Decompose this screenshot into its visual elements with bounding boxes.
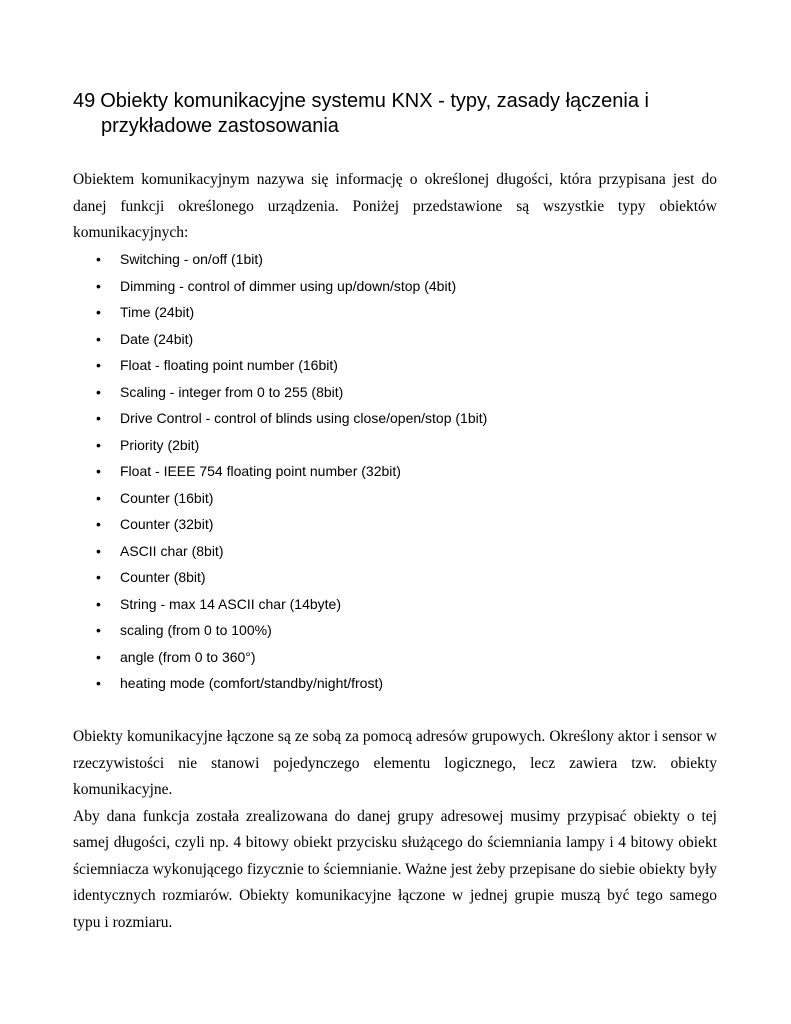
list-item-text: Drive Control - control of blinds using close/open/stop (1bit) (120, 410, 488, 426)
list-item (96, 326, 487, 353)
bullet-icon: • (96, 410, 101, 426)
bullet-icon: • (96, 463, 101, 479)
list-item (96, 538, 487, 565)
list-item-text: heating mode (comfort/standby/night/frost) (120, 675, 384, 691)
bullet-icon: • (96, 330, 101, 347)
bullet-icon: • (96, 383, 101, 400)
list-item (96, 670, 487, 697)
list-item-text: Float - floating point number (16bit) (120, 357, 338, 373)
bullet-icon: • (96, 569, 101, 585)
title-line-1: Obiekty komunikacyjne systemu KNX - typy, zasady łączenia i (100, 90, 649, 112)
list-item (96, 617, 487, 644)
bullet-icon: • (96, 489, 101, 506)
list-item-text: scaling (from 0 to 100%) (120, 622, 272, 638)
paragraph-group-addresses: Obiekty komunikacyjne łączone są ze sobą za pomocą adresów grupowych. Określony aktor i sensor w rzeczywistości nie stanowi pojedynczego elementu logicznego, lecz zawiera tzw. obiekty komunikacyjne. (73, 728, 717, 798)
bullet-icon: • (96, 304, 101, 320)
list-item (96, 299, 487, 326)
bullet-icon: • (96, 622, 101, 638)
list-item-text: Scaling - integer from 0 to 255 (8bit) (120, 383, 344, 400)
bullet-icon: • (96, 542, 101, 559)
list-item-text: String - max 14 ASCII char (14byte) (120, 595, 341, 612)
list-item (96, 511, 487, 538)
list-item (96, 405, 487, 432)
list-item-text: Counter (32bit) (120, 516, 214, 532)
bullet-icon: • (96, 516, 101, 532)
list-item (96, 485, 487, 512)
list-item-text: Switching - on/off (1bit) (120, 251, 263, 267)
list-item (96, 458, 487, 485)
list-item (96, 432, 487, 459)
bullet-icon: • (96, 648, 101, 665)
list-item-text: Counter (16bit) (120, 489, 214, 506)
list-item (96, 564, 487, 591)
bullet-icon: • (96, 675, 101, 691)
bullet-icon: • (96, 436, 101, 453)
list-item-text: Dimming - control of dimmer using up/down/stop (4bit) (120, 277, 457, 294)
object-type-list (96, 246, 487, 697)
list-item-text: Counter (8bit) (120, 569, 206, 585)
bullet-icon: • (96, 277, 101, 294)
paragraph-assignment-rules: Aby dana funkcja została zrealizowana do danej grupy adresowej musimy przypisać obiekty o tej samej długości, czyli np. 4 bitowy obiekt przycisku służącego do ściemniania lampy i 4 bitowy obiekt ściemniacza wykonującego fizycznie to ściemnianie. Ważne jest żeby przepisane do siebie obiekty były identycznych rozmiarów. Obiekty komunikacyjne łączone w jednej grupie muszą być tego samego typu i rozmiaru. (73, 807, 717, 931)
title-line-2: przykładowe zastosowania (101, 115, 339, 137)
list-item (96, 379, 487, 406)
list-item (96, 644, 487, 671)
body-text (73, 724, 717, 936)
list-item-text: Priority (2bit) (120, 436, 200, 453)
list-item (96, 273, 487, 300)
bullet-icon: • (96, 251, 101, 267)
list-item-text: Float - IEEE 754 floating point number (32bit) (120, 463, 401, 479)
section-number: 49 (73, 90, 96, 112)
bullet-icon: • (96, 595, 101, 612)
list-item (96, 352, 487, 379)
page-title (73, 89, 723, 139)
list-item (96, 591, 487, 618)
list-item-text: angle (from 0 to 360°) (120, 648, 256, 665)
list-item-text: ASCII char (8bit) (120, 542, 224, 559)
list-item (96, 246, 487, 273)
list-item-text: Date (24bit) (120, 330, 194, 347)
list-item-text: Time (24bit) (120, 304, 195, 320)
intro-paragraph: Obiektem komunikacyjnym nazywa się informację o określonej długości, która przypisana jest do danej funkcji określonego urządzenia. Poniżej przedstawione są wszystkie typy obiektów komunikacyjnych: (73, 171, 717, 241)
bullet-icon: • (96, 357, 101, 373)
